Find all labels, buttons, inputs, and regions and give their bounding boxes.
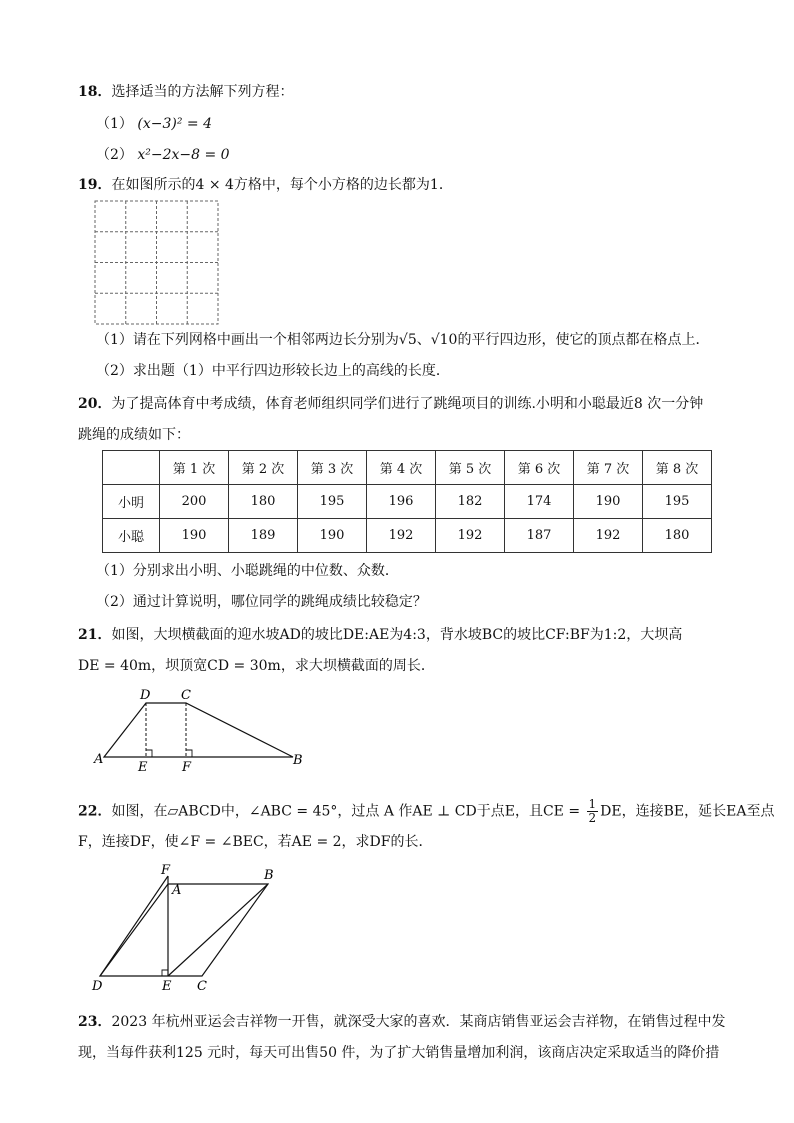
table-header-cell: 第 7 次 — [574, 451, 643, 485]
label-C: C — [197, 979, 207, 994]
grid-lines — [95, 201, 218, 324]
q20-number: 20． — [78, 396, 112, 412]
score-cell: 180 — [229, 485, 298, 519]
label-A: A — [172, 883, 182, 898]
q18-part1-label: （1） — [96, 116, 133, 132]
q19-stem — [78, 175, 453, 195]
score-cell: 187 — [505, 519, 574, 553]
q18-part2-label: （2） — [96, 147, 133, 163]
q18-stem — [78, 82, 293, 102]
table-header-cell: 第 5 次 — [436, 451, 505, 485]
label-D: D — [92, 979, 103, 994]
q22-text-1b: DE，连接BE，延长EA至点 — [600, 803, 775, 820]
segment-DF — [100, 876, 168, 976]
label-B: B — [264, 868, 274, 883]
q21-stem-line1 — [78, 625, 682, 645]
q22-stem-line1 — [78, 798, 774, 825]
q23-number: 23． — [78, 1014, 112, 1030]
q21-text-1: 如图，大坝横截面的迎水坡AD的坡比DE:AE为4:3，背水坡BC的坡比CF:BF为1:2，大坝高 — [111, 627, 683, 643]
score-cell: 190 — [574, 485, 643, 519]
score-cell: 195 — [643, 485, 712, 519]
q20-text-1: 为了提高体育中考成绩，体育老师组织同学们进行了跳绳项目的训练.小明和小聪最近8 次一分钟 — [111, 396, 704, 412]
score-cell: 190 — [160, 519, 229, 553]
right-angle-E — [146, 750, 152, 757]
q22-number: 22． — [78, 803, 112, 820]
q22-fraction — [587, 798, 599, 825]
label-F: F — [161, 863, 171, 878]
label-E: E — [138, 760, 148, 775]
score-cell: 189 — [229, 519, 298, 553]
score-cell: 195 — [298, 485, 367, 519]
score-cell: 196 — [367, 485, 436, 519]
score-cell: 192 — [574, 519, 643, 553]
table-header-cell: 第 3 次 — [298, 451, 367, 485]
score-cell: 190 — [298, 519, 367, 553]
fraction-numerator: 1 — [588, 797, 597, 811]
q20-stem-line1 — [78, 394, 703, 414]
table-header-row — [103, 451, 712, 485]
q23-line1 — [78, 1012, 726, 1032]
table-row — [103, 485, 712, 519]
q20-part1: （1）分别求出小明、小聪跳绳的中位数、众数． — [96, 563, 399, 579]
parallelogram-ABCD — [100, 884, 268, 976]
q22-text-1a: 如图，在▱ABCD中，∠ABC = 45°，过点 A 作AE ⊥ CD于点E，且CE = — [111, 803, 581, 820]
q23-line2: 现，当每件获利125 元时，每天可出售50 件，为了扩大销售量增加利润，该商店决定采取适当的降价措 — [78, 1045, 720, 1061]
q22-parallelogram-figure — [88, 862, 288, 994]
q21-stem-line2: DE = 40m，坝顶宽CD = 30m，求大坝横截面的周长． — [78, 658, 435, 674]
right-angle-F — [186, 750, 192, 757]
label-D: D — [140, 688, 151, 703]
score-cell: 200 — [160, 485, 229, 519]
table-row — [103, 519, 712, 553]
row-label-cell: 小聪 — [103, 519, 160, 553]
score-cell: 192 — [436, 519, 505, 553]
label-E: E — [162, 979, 172, 994]
score-cell: 174 — [505, 485, 574, 519]
q19-grid-figure — [94, 200, 220, 326]
label-A: A — [94, 752, 104, 767]
fraction-denominator: 2 — [588, 811, 597, 825]
label-B: B — [293, 753, 303, 768]
table-header-cell: 第 4 次 — [367, 451, 436, 485]
table-header-cell: 第 2 次 — [229, 451, 298, 485]
label-C: C — [181, 688, 191, 703]
q18-part1 — [96, 114, 212, 134]
q19-number: 19． — [78, 177, 112, 193]
row-label-cell: 小明 — [103, 485, 160, 519]
score-cell: 182 — [436, 485, 505, 519]
q18-part2 — [96, 145, 230, 165]
table-header-cell: 第 6 次 — [505, 451, 574, 485]
score-cell: 192 — [367, 519, 436, 553]
q18-text: 选择适当的方法解下列方程： — [111, 84, 294, 100]
segment-BE — [168, 884, 268, 976]
table-header-cell: 第 1 次 — [160, 451, 229, 485]
q18-number: 18． — [78, 84, 112, 100]
q19-text: 在如图所示的4 × 4方格中，每个小方格的边长都为1． — [111, 177, 453, 193]
dam-trapezoid — [104, 703, 293, 757]
q19-part1: （1）请在下列网格中画出一个相邻两边长分别为√5、√10的平行四边形，使它的顶点都在格点上． — [96, 332, 710, 348]
q18-part2-equation: x²−2x−8 = 0 — [137, 147, 230, 163]
q18-part1-equation: (x−3)² = 4 — [137, 116, 212, 132]
q22-stem-line2: F，连接DF，使∠F = ∠BEC，若AE = 2，求DF的长． — [78, 834, 433, 850]
q19-part2: （2）求出题（1）中平行四边形较长边上的高线的长度． — [96, 363, 450, 379]
q21-dam-figure — [90, 686, 310, 776]
q20-score-table — [102, 450, 712, 553]
table-header-cell: 第 8 次 — [643, 451, 712, 485]
score-cell: 180 — [643, 519, 712, 553]
q23-text-1: 2023 年杭州亚运会吉祥物一开售，就深受大家的喜欢．某商店销售亚运会吉祥物，在销售过程中发 — [111, 1014, 726, 1030]
label-F: F — [182, 760, 192, 775]
table-header-cell — [103, 451, 160, 485]
q20-stem-line2: 跳绳的成绩如下： — [78, 427, 190, 443]
right-angle-E — [162, 970, 168, 976]
q20-part2: （2）通过计算说明，哪位同学的跳绳成绩比较稳定？ — [96, 594, 427, 610]
q21-number: 21． — [78, 627, 112, 643]
